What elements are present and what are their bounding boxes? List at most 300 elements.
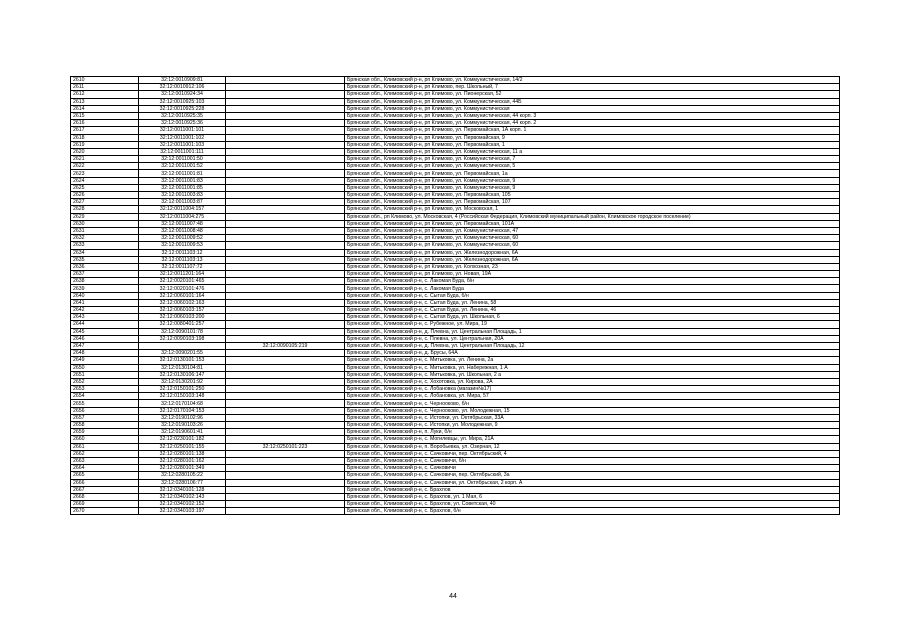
- parent-cadastral-number-cell: [226, 91, 345, 98]
- cadastral-register-table: [70, 76, 840, 515]
- cadastral-number-cell: 32:12:0011001:81: [139, 170, 226, 177]
- parent-cadastral-number-cell: [226, 120, 345, 127]
- cadastral-number-cell: 32:12:0190102:96: [139, 414, 226, 421]
- table-row: [71, 436, 840, 443]
- parent-cadastral-number-cell: [226, 422, 345, 429]
- table-row: [71, 220, 840, 227]
- address-cell: Брянская обл., Климовский р-н, рп Климово, ул. Первомайская, 107: [345, 199, 840, 206]
- address-cell: Брянская обл., Климовский р-н, рп Климово, ул. Коммунистическая, 44Б: [345, 98, 840, 105]
- address-cell: Брянская обл., Климовский р-н, рп Климово, ул. Коммунистическая, 60: [345, 242, 840, 249]
- table-row: [71, 335, 840, 342]
- address-cell: Брянская обл., Климовский р-н, рп Климово, ул. Первомайская, 1а: [345, 170, 840, 177]
- row-number-cell: 2653: [71, 386, 139, 393]
- cadastral-number-cell: 32:12:0011007:48: [139, 220, 226, 227]
- table-row: [71, 163, 840, 170]
- table-row: [71, 77, 840, 84]
- parent-cadastral-number-cell: [226, 328, 345, 335]
- row-number-cell: 2659: [71, 429, 139, 436]
- row-number-cell: 2633: [71, 242, 139, 249]
- row-number-cell: 2638: [71, 278, 139, 285]
- row-number-cell: 2619: [71, 141, 139, 148]
- table-row: [71, 256, 840, 263]
- address-cell: Брянская обл., Климовский р-н, с. Чернооково, б/н: [345, 400, 840, 407]
- row-number-cell: 2648: [71, 350, 139, 357]
- cadastral-number-cell: 32:12:0250101:155: [139, 443, 226, 450]
- row-number-cell: 2634: [71, 249, 139, 256]
- parent-cadastral-number-cell: [226, 242, 345, 249]
- parent-cadastral-number-cell: [226, 263, 345, 270]
- row-number-cell: 2630: [71, 220, 139, 227]
- address-cell: Брянская обл., Климовский р-н, рп Климово, ул. Колхозная, 23: [345, 263, 840, 270]
- row-number-cell: 2646: [71, 335, 139, 342]
- address-cell: Брянская обл., Климовский р-н, с. Рубежное, ул. Мира, 19: [345, 321, 840, 328]
- parent-cadastral-number-cell: [226, 508, 345, 515]
- table-row: [71, 321, 840, 328]
- cadastral-number-cell: 32:12:0340102:152: [139, 501, 226, 508]
- cadastral-number-cell: 32:12:0280101:162: [139, 457, 226, 464]
- table-row: [71, 364, 840, 371]
- cadastral-number-cell: 32:12:0130201:92: [139, 378, 226, 385]
- cadastral-number-cell: 32:12:0340102:143: [139, 493, 226, 500]
- cadastral-number-cell: 32:12:0060101:164: [139, 292, 226, 299]
- table-row: [71, 148, 840, 155]
- parent-cadastral-number-cell: [226, 163, 345, 170]
- row-number-cell: 2611: [71, 84, 139, 91]
- table-row: [71, 278, 840, 285]
- row-number-cell: 2666: [71, 479, 139, 486]
- cadastral-number-cell: 32:12:0280106:77: [139, 479, 226, 486]
- row-number-cell: 2613: [71, 98, 139, 105]
- cadastral-number-cell: 32:12:0060102:163: [139, 299, 226, 306]
- cadastral-number-cell: 32:12:0011001:52: [139, 163, 226, 170]
- parent-cadastral-number-cell: [226, 141, 345, 148]
- table-row: [71, 206, 840, 213]
- parent-cadastral-number-cell: [226, 501, 345, 508]
- table-row: [71, 177, 840, 184]
- row-number-cell: 2658: [71, 422, 139, 429]
- table-row: [71, 314, 840, 321]
- parent-cadastral-number-cell: [226, 249, 345, 256]
- cadastral-number-cell: 32:12:0090201:55: [139, 350, 226, 357]
- cadastral-number-cell: 32:12:0280101:138: [139, 450, 226, 457]
- parent-cadastral-number-cell: [226, 314, 345, 321]
- address-cell: Брянская обл., Климовский р-н, рп Климово, ул. Коммунистическая, 7: [345, 156, 840, 163]
- table-row: [71, 213, 840, 220]
- parent-cadastral-number-cell: [226, 278, 345, 285]
- address-cell: Брянская обл., Климовский р-н, с. Митьковка, ул. Набережная, 1 А: [345, 364, 840, 371]
- row-number-cell: 2661: [71, 443, 139, 450]
- parent-cadastral-number-cell: [226, 170, 345, 177]
- table-row: [71, 199, 840, 206]
- address-cell: Брянская обл., Климовский р-н, рп Климово, пер. Школьный, 7: [345, 84, 840, 91]
- parent-cadastral-number-cell: [226, 105, 345, 112]
- address-cell: Брянская обл., Климовский р-н, с. Брахлов, ул. Советская, 40: [345, 501, 840, 508]
- row-number-cell: 2657: [71, 414, 139, 421]
- parent-cadastral-number-cell: [226, 335, 345, 342]
- cadastral-number-cell: 32:12:0150103:148: [139, 393, 226, 400]
- cadastral-number-cell: 32:12:0280105:22: [139, 472, 226, 479]
- address-cell: Брянская обл., Климовский р-н, рп Климово, ул. Коммунистическая, 47: [345, 227, 840, 234]
- cadastral-number-cell: 32:12:0011009:52: [139, 235, 226, 242]
- row-number-cell: 2669: [71, 501, 139, 508]
- parent-cadastral-number-cell: [226, 378, 345, 385]
- parent-cadastral-number-cell: [226, 479, 345, 486]
- row-number-cell: 2628: [71, 206, 139, 213]
- address-cell: Брянская обл., Климовский р-н, рп Климово, ул. Коммунистическая, 11 а: [345, 148, 840, 155]
- parent-cadastral-number-cell: [226, 213, 345, 220]
- table-row: [71, 479, 840, 486]
- parent-cadastral-number-cell: 32:12:0250101:223: [226, 443, 345, 450]
- row-number-cell: 2614: [71, 105, 139, 112]
- cadastral-number-cell: 32:12:0130106:147: [139, 371, 226, 378]
- register-table-body: [71, 77, 840, 515]
- table-row: [71, 350, 840, 357]
- cadastral-number-cell: 32:12:0011003:87: [139, 199, 226, 206]
- row-number-cell: 2654: [71, 393, 139, 400]
- cadastral-number-cell: 32:12:0011009:53: [139, 242, 226, 249]
- table-row: [71, 307, 840, 314]
- cadastral-number-cell: 32:12:0010925:103: [139, 98, 226, 105]
- table-row: [71, 429, 840, 436]
- page-number: 44: [449, 593, 457, 600]
- row-number-cell: 2644: [71, 321, 139, 328]
- address-cell: Брянская обл., Климовский р-н, с. Хохотовка, ул. Кирова, 2А: [345, 378, 840, 385]
- cadastral-number-cell: 32:12:0011004:157: [139, 206, 226, 213]
- address-cell: Брянская обл., Климовский р-н, с. Лакомая Буда: [345, 285, 840, 292]
- address-cell: Брянская обл., Климовский р-н, с. Сытая Буда, ул. Ленина, 46: [345, 307, 840, 314]
- parent-cadastral-number-cell: [226, 457, 345, 464]
- address-cell: Брянская обл., Климовский р-н, д. Брусы, 64А: [345, 350, 840, 357]
- address-cell: Брянская обл., Климовский р-н, д. Плевна, ул. Центральная Площадь, 1: [345, 328, 840, 335]
- row-number-cell: 2635: [71, 256, 139, 263]
- address-cell: Брянская обл., Климовский р-н, д. Плевна, ул. Центральная Площадь, 12: [345, 342, 840, 349]
- parent-cadastral-number-cell: [226, 235, 345, 242]
- row-number-cell: 2662: [71, 450, 139, 457]
- address-cell: Брянская обл., Климовский р-н, рп Климово, ул. Коммунистическая: [345, 105, 840, 112]
- table-row: [71, 127, 840, 134]
- parent-cadastral-number-cell: [226, 256, 345, 263]
- address-cell: Брянская обл., Климовский р-н, с. Истопки, ул. Октябрьская, 33А: [345, 414, 840, 421]
- row-number-cell: 2667: [71, 486, 139, 493]
- cadastral-number-cell: 32:12:0230101:182: [139, 436, 226, 443]
- parent-cadastral-number-cell: [226, 371, 345, 378]
- address-cell: Брянская обл., Климовский р-н, п. Луки, б/н: [345, 429, 840, 436]
- table-row: [71, 357, 840, 364]
- parent-cadastral-number-cell: 32:12:0090105:219: [226, 342, 345, 349]
- table-row: [71, 299, 840, 306]
- cadastral-number-cell: 32:12:0011001:103: [139, 141, 226, 148]
- cadastral-number-cell: 32:12:0060103:157: [139, 307, 226, 314]
- table-row: [71, 271, 840, 278]
- row-number-cell: 2647: [71, 342, 139, 349]
- table-row: [71, 91, 840, 98]
- parent-cadastral-number-cell: [226, 429, 345, 436]
- address-cell: Брянская обл., Климовский р-н, рп Климово, ул. Московская, 1: [345, 206, 840, 213]
- parent-cadastral-number-cell: [226, 299, 345, 306]
- address-cell: Брянская обл., Климовский р-н, рп Климово, ул. Первомайская, 1: [345, 141, 840, 148]
- address-cell: Брянская обл., Климовский р-н, с. Сачковичи, пер. Октябрьский, 3а: [345, 472, 840, 479]
- table-row: [71, 457, 840, 464]
- row-number-cell: 2625: [71, 184, 139, 191]
- table-row: [71, 263, 840, 270]
- table-row: [71, 371, 840, 378]
- row-number-cell: 2649: [71, 357, 139, 364]
- parent-cadastral-number-cell: [226, 321, 345, 328]
- row-number-cell: 2622: [71, 163, 139, 170]
- cadastral-number-cell: 32:12:0010909:81: [139, 77, 226, 84]
- table-row: [71, 242, 840, 249]
- address-cell: Брянская обл., рп Климово, ул. Московская, 4 (Российская Федерация, Климовский муниципальный район, Климовское городское поселение): [345, 213, 840, 220]
- cadastral-number-cell: 32:12:0011001:111: [139, 148, 226, 155]
- address-cell: Брянская обл., Климовский р-н, с. Митьковка, ул. Школьная, 2 а: [345, 371, 840, 378]
- table-row: [71, 407, 840, 414]
- parent-cadastral-number-cell: [226, 393, 345, 400]
- row-number-cell: 2643: [71, 314, 139, 321]
- table-row: [71, 98, 840, 105]
- address-cell: Брянская обл., Климовский р-н, с. Сытая Буда, ул. Школьная, 6: [345, 314, 840, 321]
- cadastral-number-cell: 32:12:0010925:36: [139, 120, 226, 127]
- row-number-cell: 2642: [71, 307, 139, 314]
- row-number-cell: 2620: [71, 148, 139, 155]
- cadastral-number-cell: 32:12:0010925:35: [139, 112, 226, 119]
- address-cell: Брянская обл., Климовский р-н, п. Воробьевка, ул. Озерная, 12: [345, 443, 840, 450]
- table-row: [71, 450, 840, 457]
- table-row: [71, 120, 840, 127]
- address-cell: Брянская обл., Климовский р-н, с. Сытая Буда, ул. Ленина, 58: [345, 299, 840, 306]
- table-row: [71, 235, 840, 242]
- row-number-cell: 2632: [71, 235, 139, 242]
- row-number-cell: 2615: [71, 112, 139, 119]
- cadastral-number-cell: 32:12:0150101:250: [139, 386, 226, 393]
- parent-cadastral-number-cell: [226, 220, 345, 227]
- parent-cadastral-number-cell: [226, 192, 345, 199]
- parent-cadastral-number-cell: [226, 156, 345, 163]
- cadastral-number-cell: 32:12:0011003:83: [139, 192, 226, 199]
- address-cell: Брянская обл., Климовский р-н, рп Климово, ул. Коммунистическая, 9: [345, 184, 840, 191]
- table-row: [71, 227, 840, 234]
- row-number-cell: 2645: [71, 328, 139, 335]
- cadastral-number-cell: 32:12:0060103:200: [139, 314, 226, 321]
- table-row: [71, 134, 840, 141]
- row-number-cell: 2668: [71, 493, 139, 500]
- cadastral-number-cell: 32:12:0011004:275: [139, 213, 226, 220]
- parent-cadastral-number-cell: [226, 199, 345, 206]
- parent-cadastral-number-cell: [226, 414, 345, 421]
- cadastral-number-cell: [139, 342, 226, 349]
- row-number-cell: 2626: [71, 192, 139, 199]
- table-row: [71, 378, 840, 385]
- table-row: [71, 493, 840, 500]
- parent-cadastral-number-cell: [226, 227, 345, 234]
- address-cell: Брянская обл., Климовский р-н, рп Климово, ул. Коммунистическая, 44 корп. 2: [345, 120, 840, 127]
- address-cell: Брянская обл., Климовский р-н, рп Климово, ул. Коммунистическая, 9: [345, 177, 840, 184]
- cadastral-number-cell: 32:12:0130101:153: [139, 357, 226, 364]
- row-number-cell: 2618: [71, 134, 139, 141]
- table-row: [71, 328, 840, 335]
- row-number-cell: 2660: [71, 436, 139, 443]
- parent-cadastral-number-cell: [226, 386, 345, 393]
- row-number-cell: 2637: [71, 271, 139, 278]
- cadastral-number-cell: 32:12:0011001:85: [139, 184, 226, 191]
- address-cell: Брянская обл., Климовский р-н, рп Климово, ул. Коммунистическая, 44 корп. 3: [345, 112, 840, 119]
- table-row: [71, 170, 840, 177]
- row-number-cell: 2624: [71, 177, 139, 184]
- parent-cadastral-number-cell: [226, 112, 345, 119]
- parent-cadastral-number-cell: [226, 436, 345, 443]
- cadastral-number-cell: 32:12:0340103:197: [139, 508, 226, 515]
- parent-cadastral-number-cell: [226, 206, 345, 213]
- address-cell: Брянская обл., Климовский р-н, рп Климово, ул. Коммунистическая, 5: [345, 163, 840, 170]
- parent-cadastral-number-cell: [226, 292, 345, 299]
- parent-cadastral-number-cell: [226, 134, 345, 141]
- row-number-cell: 2639: [71, 285, 139, 292]
- address-cell: Брянская обл., Климовский р-н, с. Лобановка (магазин№17): [345, 386, 840, 393]
- table-row: [71, 249, 840, 256]
- table-row: [71, 443, 840, 450]
- parent-cadastral-number-cell: [226, 465, 345, 472]
- table-row: [71, 84, 840, 91]
- cadastral-number-cell: 32:12:0011001:101: [139, 127, 226, 134]
- address-cell: Брянская обл., Климовский р-н, с. Чернооково, ул. Молодежная, 15: [345, 407, 840, 414]
- row-number-cell: 2612: [71, 91, 139, 98]
- row-number-cell: 2670: [71, 508, 139, 515]
- cadastral-number-cell: 32:12:0090103:198: [139, 335, 226, 342]
- table-row: [71, 414, 840, 421]
- table-row: [71, 141, 840, 148]
- cadastral-number-cell: 32:12:0011201:164: [139, 271, 226, 278]
- row-number-cell: 2631: [71, 227, 139, 234]
- parent-cadastral-number-cell: [226, 486, 345, 493]
- address-cell: Брянская обл., Климовский р-н, рп Климово, ул. Первомайская, 101А: [345, 220, 840, 227]
- table-row: [71, 292, 840, 299]
- cadastral-number-cell: 32:12:0011001:50: [139, 156, 226, 163]
- parent-cadastral-number-cell: [226, 77, 345, 84]
- row-number-cell: 2629: [71, 213, 139, 220]
- address-cell: Брянская обл., Климовский р-н, с. Сачковичи, пер. Октябрьский, 4: [345, 450, 840, 457]
- table-row: [71, 501, 840, 508]
- table-row: [71, 184, 840, 191]
- row-number-cell: 2623: [71, 170, 139, 177]
- table-row: [71, 285, 840, 292]
- table-row: [71, 422, 840, 429]
- parent-cadastral-number-cell: [226, 364, 345, 371]
- cadastral-number-cell: 32:12:0010912:106: [139, 84, 226, 91]
- address-cell: Брянская обл., Климовский р-н, рп Климово, ул. Железнодорожная, 6А: [345, 249, 840, 256]
- cadastral-number-cell: 32:12:0011107:72: [139, 263, 226, 270]
- cadastral-number-cell: 32:12:0190601:41: [139, 429, 226, 436]
- table-row: [71, 393, 840, 400]
- parent-cadastral-number-cell: [226, 84, 345, 91]
- parent-cadastral-number-cell: [226, 350, 345, 357]
- table-row: [71, 156, 840, 163]
- cadastral-number-cell: 32:12:0010924:34: [139, 91, 226, 98]
- parent-cadastral-number-cell: [226, 285, 345, 292]
- address-cell: Брянская обл., Климовский р-н, рп Климово, ул. Пионерская, 52: [345, 91, 840, 98]
- row-number-cell: 2641: [71, 299, 139, 306]
- parent-cadastral-number-cell: [226, 127, 345, 134]
- cadastral-number-cell: 32:12:0011103:13: [139, 256, 226, 263]
- table-row: [71, 112, 840, 119]
- address-cell: Брянская обл., Климовский р-н, с. Лобановка, ул. Мира, 57: [345, 393, 840, 400]
- parent-cadastral-number-cell: [226, 307, 345, 314]
- row-number-cell: 2651: [71, 371, 139, 378]
- address-cell: Брянская обл., Климовский р-н, рп Климово, ул. Первомайская, 9: [345, 134, 840, 141]
- cadastral-number-cell: 32:12:0340101:128: [139, 486, 226, 493]
- address-cell: Брянская обл., Климовский р-н, рп Климово, ул. Новая, 19А: [345, 271, 840, 278]
- parent-cadastral-number-cell: [226, 184, 345, 191]
- table-row: [71, 400, 840, 407]
- row-number-cell: 2656: [71, 407, 139, 414]
- address-cell: Брянская обл., Климовский р-н, с. Могилевцы, ул. Мира, 21А: [345, 436, 840, 443]
- cadastral-number-cell: 32:12:0170104:68: [139, 400, 226, 407]
- parent-cadastral-number-cell: [226, 357, 345, 364]
- address-cell: Брянская обл., Климовский р-н, с. Сачковичи, ул. Октябрьская, 2 корп. А: [345, 479, 840, 486]
- parent-cadastral-number-cell: [226, 472, 345, 479]
- address-cell: Брянская обл., Климовский р-н, с. Брахлов: [345, 486, 840, 493]
- address-cell: Брянская обл., Климовский р-н, с. Митьковка, ул. Ленина, 2а: [345, 357, 840, 364]
- address-cell: Брянская обл., Климовский р-н, с. Плевна, ул. Центральная, 20А: [345, 335, 840, 342]
- row-number-cell: 2655: [71, 400, 139, 407]
- row-number-cell: 2640: [71, 292, 139, 299]
- parent-cadastral-number-cell: [226, 407, 345, 414]
- cadastral-number-cell: 32:12:0190103:26: [139, 422, 226, 429]
- address-cell: Брянская обл., Климовский р-н, с. Истопки, ул. Молодежная, 9: [345, 422, 840, 429]
- parent-cadastral-number-cell: [226, 177, 345, 184]
- row-number-cell: 2665: [71, 472, 139, 479]
- table-row: [71, 472, 840, 479]
- parent-cadastral-number-cell: [226, 271, 345, 278]
- parent-cadastral-number-cell: [226, 450, 345, 457]
- table-row: [71, 105, 840, 112]
- row-number-cell: 2650: [71, 364, 139, 371]
- cadastral-number-cell: 32:12:0020101:476: [139, 285, 226, 292]
- table-row: [71, 386, 840, 393]
- row-number-cell: 2617: [71, 127, 139, 134]
- address-cell: Брянская обл., Климовский р-н, с. Сачковичи: [345, 465, 840, 472]
- row-number-cell: 2610: [71, 77, 139, 84]
- table-row: [71, 486, 840, 493]
- address-cell: Брянская обл., Климовский р-н, с. Лакомая Буда, б/н: [345, 278, 840, 285]
- address-cell: Брянская обл., Климовский р-н, с. Брахлов, б/н: [345, 508, 840, 515]
- cadastral-number-cell: 32:12:0020101:465: [139, 278, 226, 285]
- cadastral-number-cell: 32:12:0010925:228: [139, 105, 226, 112]
- cadastral-number-cell: 32:12:0011001:83: [139, 177, 226, 184]
- cadastral-number-cell: 32:12:0170104:153: [139, 407, 226, 414]
- address-cell: Брянская обл., Климовский р-н, с. Брахлов, ул. 1 Мая, 6: [345, 493, 840, 500]
- cadastral-number-cell: 32:12:0080401:257: [139, 321, 226, 328]
- address-cell: Брянская обл., Климовский р-н, рп Климово, ул. Первомайская, 105: [345, 192, 840, 199]
- row-number-cell: 2652: [71, 378, 139, 385]
- parent-cadastral-number-cell: [226, 148, 345, 155]
- row-number-cell: 2627: [71, 199, 139, 206]
- cadastral-number-cell: 32:12:0090101:78: [139, 328, 226, 335]
- parent-cadastral-number-cell: [226, 493, 345, 500]
- parent-cadastral-number-cell: [226, 98, 345, 105]
- address-cell: Брянская обл., Климовский р-н, рп Климово, ул. Железнодорожная, 6А: [345, 256, 840, 263]
- row-number-cell: 2636: [71, 263, 139, 270]
- row-number-cell: 2621: [71, 156, 139, 163]
- cadastral-number-cell: 32:12:0130104:81: [139, 364, 226, 371]
- row-number-cell: 2616: [71, 120, 139, 127]
- row-number-cell: 2663: [71, 457, 139, 464]
- address-cell: Брянская обл., Климовский р-н, рп Климово, ул. Коммунистическая, 14/2: [345, 77, 840, 84]
- cadastral-number-cell: 32:12:0011001:102: [139, 134, 226, 141]
- cadastral-number-cell: 32:12:0280101:349: [139, 465, 226, 472]
- row-number-cell: 2664: [71, 465, 139, 472]
- cadastral-number-cell: 32:12:0011008:48: [139, 227, 226, 234]
- table-row: [71, 465, 840, 472]
- parent-cadastral-number-cell: [226, 400, 345, 407]
